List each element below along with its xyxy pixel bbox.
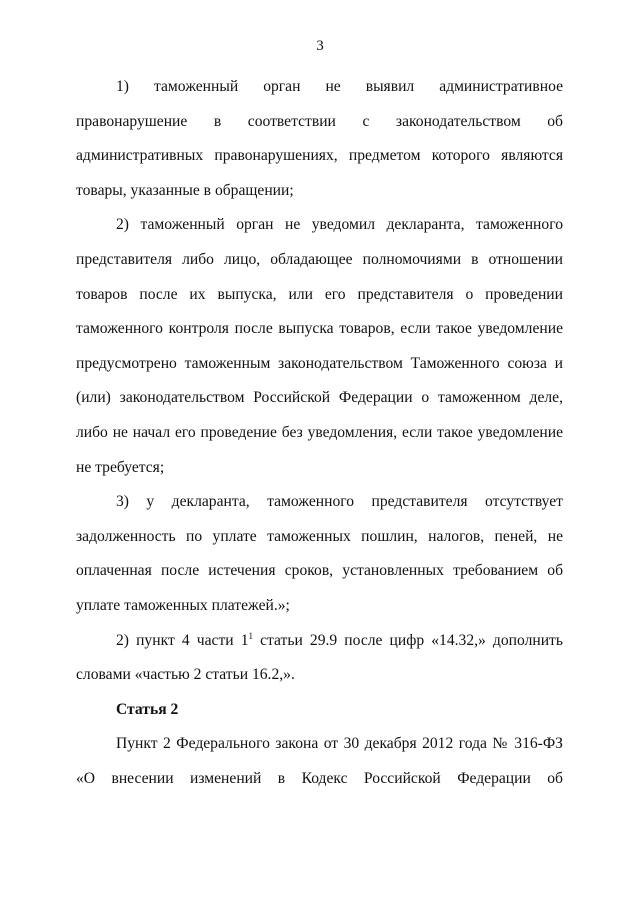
amendment-text-end: статьи 29.9 после цифр «14.32,» дополнить словами «частью 2 статьи 16.2,». [76,631,563,684]
page-number: 3 [316,38,324,54]
article-heading: Статья 2 [116,700,179,718]
document-body [76,70,563,796]
paragraph-amendment [76,624,563,693]
paragraph-item-3: 3) у декларанта, таможенного представителя отсутствует задолженность по уплате таможенных пошлин, налогов, пеней, не оплаченная после истечения сроков, установленных требованием об уплате таможенных платежей.»; [76,493,563,614]
superscript-index: 1 [248,630,253,641]
amendment-text-start: 2) пункт 4 части 1 [116,631,249,649]
paragraph-item-2: 2) таможенный орган не уведомил декларанта, таможенного представителя либо лицо, обладающее полномочиями в отношении товаров после их выпуска, или его представителя о проведении таможенного контроля после выпуска товаров, если такое уведомление предусмотрено таможенным законодательством Таможенного союза и (или) законодательством Российской Федерации о таможенном деле, либо не начал его проведение без уведомления, если такое уведомление не требуется; [76,216,563,476]
paragraph-article-2: Пункт 2 Федерального закона от 30 декабря 2012 года № 316-ФЗ «О внесении изменений в Кодекс Российской Федерации об [76,735,563,787]
paragraph-item-1: 1) таможенный орган не выявил административное правонарушение в соответствии с законодательством об административных правонарушениях, предметом которого являются товары, указанные в обращении; [76,78,563,199]
